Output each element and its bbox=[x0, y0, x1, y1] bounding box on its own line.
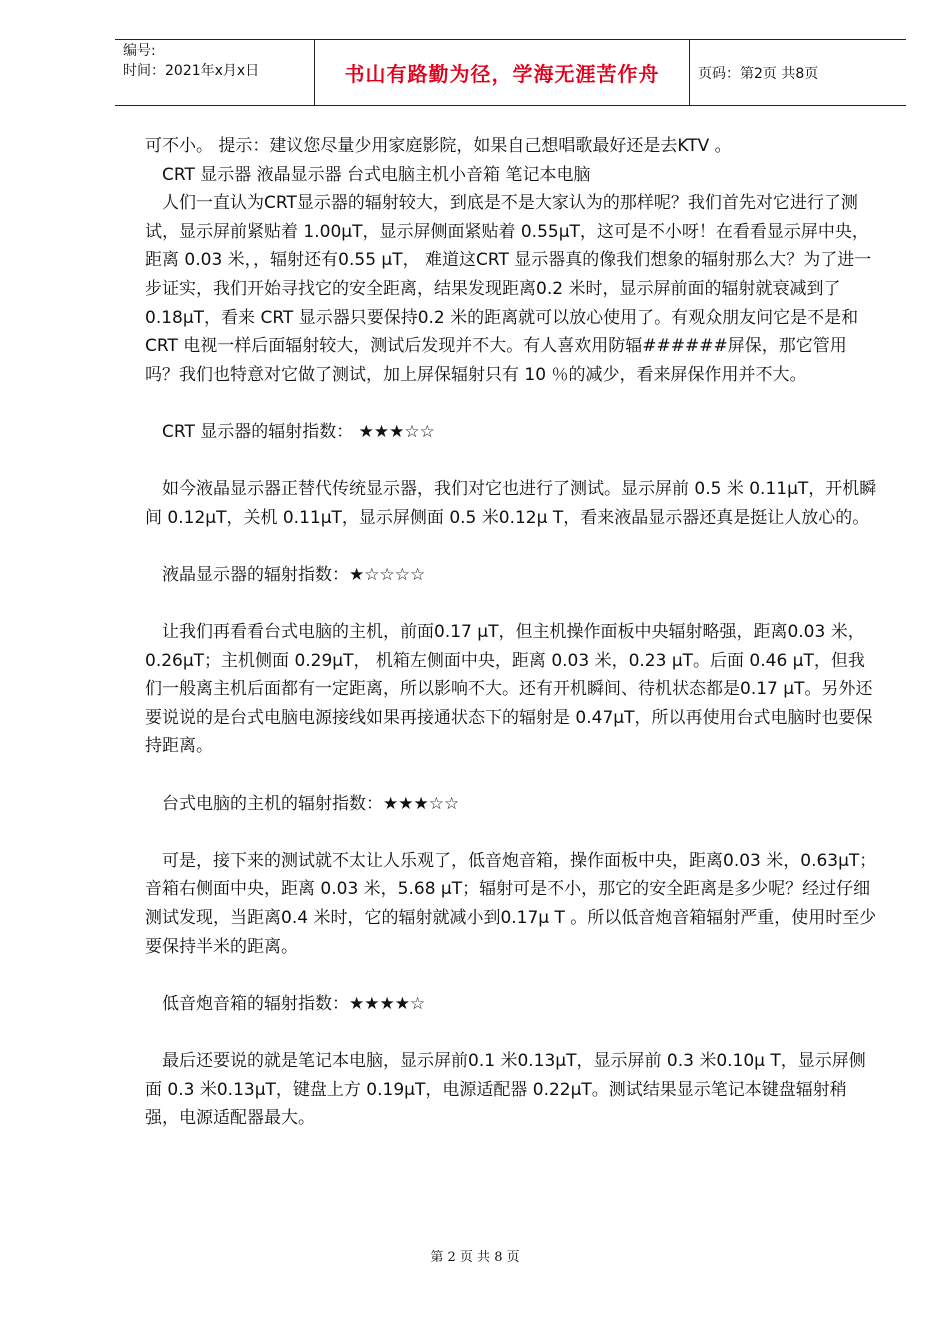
blank-line bbox=[145, 389, 880, 418]
paragraph-subwoofer: 可是，接下来的测试就不太让人乐观了，低音炮音箱，操作面板中央，距离0.03 米，0.63μT；音箱右侧面中央，距离 0.03 米，5.68 μT；辐射可是不小，那它的安全距离是多少呢？经过仔细测试发现，当距离0.4 米时，它的辐射就减小到0.17μ T 。所以低音炮音箱辐射严重，使用时至少要保持半米的距离。 bbox=[145, 850, 877, 957]
rating-desktop: 台式电脑的主机的辐射指数：★★★☆☆ bbox=[162, 793, 460, 814]
paragraph-lcd: 如今液晶显示器正替代传统显示器，我们对它也进行了测试。显示屏前 0.5 米 0.11μT，开机瞬间 0.12μT，关机 0.11μT，显示屏侧面 0.5 米0.12μ T，看来液晶显示器还真是挺让人放心的。 bbox=[145, 479, 877, 528]
header-page-cell bbox=[690, 40, 906, 105]
blank-line bbox=[145, 961, 880, 990]
paragraph-crt: 人们一直认为CRT显示器的辐射较大，到底是不是大家认为的那样呢？我们首先对它进行了测试，显示屏前紧贴着 1.00μT，显示屏侧面紧贴着 0.55μT，这可是不小呀！在看看显示屏中央，距离 0.03 米，，辐射还有0.55 μT， 难道这CRT 显示器真的像我们想象的辐射那么大？为了进一步证实，我们开始寻找它的安全距离，结果发现距离0.2 米时，显示屏前面的辐射就衰减到了 0.18μT，看来 CRT 显示器只要保持0.2 米的距离就可以放心使用了。有观众朋友问它是不是和 CRT 电视一样后面辐射较大，测试后发现并不大。有人喜欢用防辐######屏保，那它管用吗？我们也特意对它做了测试，加上屏保辐射只有 10 ％的减少，看来屏保作用并不大。 bbox=[145, 193, 872, 385]
paragraph-laptop: 最后还要说的就是笔记本电脑，显示屏前0.1 米0.13μT，显示屏前 0.3 米0.10μ T，显示屏侧面 0.3 米0.13μT，键盘上方 0.19μT，电源适配器 0.22μT。测试结果显示笔记本键盘辐射稍强，电源适配器最大。 bbox=[145, 1051, 866, 1129]
paragraph-desktop: 让我们再看看台式电脑的主机，前面0.17 μT，但主机操作面板中央辐射略强，距离0.03 米，0.26μT；主机侧面 0.29μT， 机箱左侧面中央，距离 0.03 米，0.23 μT。后面 0.46 μT，但我们一般离主机后面都有一定距离，所以影响不大。还有开机瞬间、待机状态都是0.17 μT。另外还要说说的是台式电脑电源接线如果再接通状态下的辐射是 0.47μT，所以再使用台式电脑时也要保持距离。 bbox=[145, 622, 873, 757]
rating-crt: CRT 显示器的辐射指数： ★★★☆☆ bbox=[162, 421, 435, 442]
header-motto-cell bbox=[315, 40, 690, 105]
document-body bbox=[145, 132, 880, 1133]
paragraph-device-list: CRT 显示器 液晶显示器 台式电脑主机小音箱 笔记本电脑 bbox=[162, 164, 591, 185]
page-info: 页码：第2页 共8页 bbox=[698, 65, 819, 82]
blank-line bbox=[145, 1018, 880, 1047]
blank-line bbox=[145, 761, 880, 790]
page-footer: 第 2 页 共 8 页 bbox=[430, 1250, 520, 1265]
time-label: 时间：2021年x月x日 bbox=[123, 63, 260, 79]
blank-line bbox=[145, 818, 880, 847]
motto-text: 书山有路勤为径，学海无涯苦作舟 bbox=[344, 62, 660, 86]
header-table bbox=[115, 39, 906, 106]
blank-line bbox=[145, 447, 880, 476]
blank-line bbox=[145, 532, 880, 561]
header-meta-cell bbox=[115, 40, 315, 105]
paragraph-tip: 可不小。 提示：建议您尽量少用家庭影院，如果自己想唱歌最好还是去KTV 。 bbox=[145, 136, 732, 156]
rating-subwoofer: 低音炮音箱的辐射指数：★★★★☆ bbox=[162, 993, 426, 1014]
blank-line bbox=[145, 590, 880, 619]
rating-lcd: 液晶显示器的辐射指数：★☆☆☆☆ bbox=[162, 564, 426, 585]
serial-label: 编号: bbox=[123, 43, 156, 59]
